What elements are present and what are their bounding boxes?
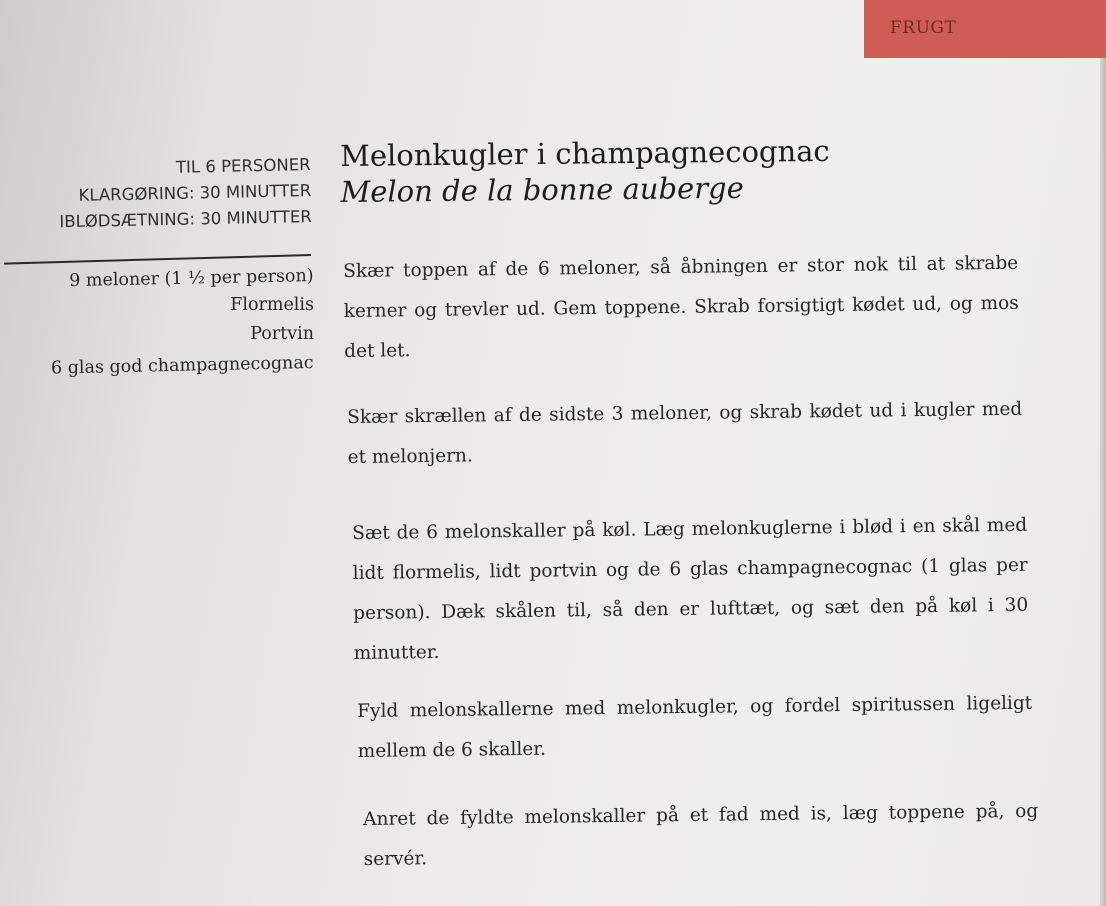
prep-time: KLARGØRING: 30 MINUTTER: [77, 180, 312, 205]
recipe-meta: [58, 152, 312, 235]
recipe-subtitle: Melon de la bonne auberge: [340, 170, 744, 209]
instruction-paragraph: Skær toppen af de 6 meloner, så åbningen er stor nok til at skrabe kerner og trevler ud. Gem toppene. Skrab forsigtigt kødet ud, og mos det let.: [343, 252, 1019, 362]
ingredient-list: [51, 262, 314, 378]
instruction-paragraph: Skær skrællen af de sidste 3 meloner, og skrab kødet ud i kugler med et melonjern.: [347, 398, 1023, 468]
ingredient-item: 9 meloner (1 ½ per person): [69, 266, 315, 292]
ingredient-item: Portvin: [250, 324, 314, 344]
servings: TIL 6 PERSONER: [175, 154, 311, 177]
ingredient-item: 6 glas god champagnecognac: [51, 353, 315, 379]
instruction-paragraph: Anret de fyldte melonskaller på et fad med is, læg toppene på, og servér.: [363, 800, 1039, 870]
instruction-paragraph: Sæt de 6 melonskaller på køl. Læg melonkuglerne i blød i en skål med lidt flormelis, lidt portvin og de 6 glas champagnecognac (1 glas per person). Dæk skålen til, så den er lufttæt, og sæt den på køl i 30 minutter.: [352, 514, 1029, 664]
section-tab: FRUGT: [864, 0, 1106, 58]
recipe-titles: [340, 133, 830, 210]
recipe-title: Melonkugler i champagnecognac: [340, 133, 830, 173]
page-edge: [1100, 0, 1106, 906]
soak-time: IBLØDSÆTNING: 30 MINUTTER: [58, 206, 312, 232]
ingredient-item: Flormelis: [230, 295, 314, 315]
instruction-paragraph: Fyld melonskallerne med melonkugler, og fordel spiritussen ligeligt mellem de 6 skaller.: [357, 692, 1033, 762]
